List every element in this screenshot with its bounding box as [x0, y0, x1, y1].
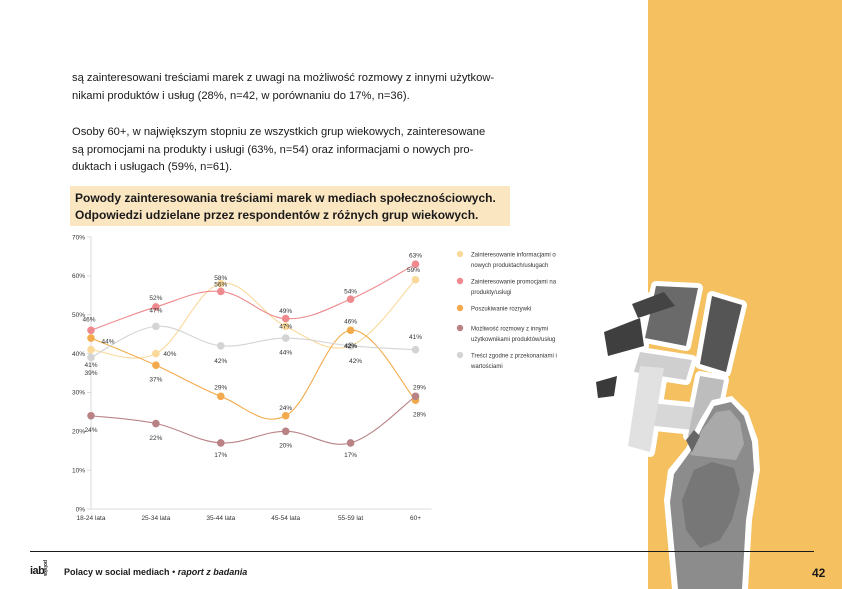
data-label: 46%	[82, 316, 96, 324]
y-tick-label: 70%	[71, 234, 85, 242]
legend-label: Treści zgodne z przekonaniami i	[471, 353, 557, 360]
data-label: 20%	[279, 442, 293, 450]
legend-label: Zainteresowanie promocjami na	[471, 279, 557, 286]
data-label: 44%	[279, 349, 293, 357]
data-label: 49%	[279, 307, 293, 315]
data-label: 40%	[163, 350, 177, 358]
x-tick-label: 18-24 lata	[76, 515, 106, 522]
paragraph-line: duktach i usługach (59%, n=61).	[72, 161, 233, 173]
paragraph-line: są zainteresowani treściami marek z uwagi na możliwość rozmowy z innymi użytkow-	[72, 72, 495, 84]
data-label: 52%	[149, 295, 163, 303]
data-label: 54%	[344, 288, 358, 296]
data-label: 59%	[406, 267, 421, 275]
logo-subtext: polska	[42, 560, 48, 576]
data-label: 24%	[84, 427, 98, 435]
data-label: 42%	[344, 343, 358, 351]
y-tick-label: 20%	[71, 428, 85, 436]
x-tick-label: 25-34 lata	[141, 515, 171, 522]
y-tick-label: 60%	[71, 273, 85, 281]
legend-label: Poszukiwanie rozrywki	[471, 306, 532, 313]
paragraph-line: nikami produktów i usług (28%, n=42, w porównaniu do 17%, n=36).	[72, 89, 410, 102]
logo-text: iab	[30, 565, 45, 577]
footer-subtitle: raport z badania	[177, 567, 248, 577]
data-label: 22%	[149, 434, 163, 442]
y-tick-label: 50%	[71, 312, 85, 320]
footer-divider	[30, 551, 814, 552]
y-tick-label: 30%	[71, 389, 85, 397]
data-label: 17%	[214, 452, 228, 460]
data-label: 42%	[214, 358, 228, 366]
x-tick-label: 60+	[409, 515, 422, 522]
data-label: 29%	[412, 384, 427, 392]
data-label: 47%	[279, 323, 293, 331]
data-label: 41%	[84, 361, 98, 369]
paragraph-line: Osoby 60+, w największym stopniu ze wszystkich grup wiekowych, zainteresowane	[72, 126, 486, 138]
legend-label: wartościami	[471, 363, 503, 370]
chart-title-line-2: Odpowiedzi udzielane przez respondentów z różnych grup wiekowych.	[75, 208, 479, 222]
legend-label: Zainteresowanie informacjami o	[471, 252, 556, 259]
legend-label: produkty/usługi	[471, 289, 512, 296]
footer-title: Polacy w social mediach	[64, 567, 170, 577]
data-label: 37%	[149, 376, 163, 384]
footer-report-title	[64, 567, 247, 577]
data-label: 63%	[408, 252, 423, 260]
data-label: 42%	[349, 358, 363, 366]
chart-title-line-1: Powody zainteresowania treściami marek w mediach społecznościowych.	[75, 191, 496, 205]
data-label: 17%	[344, 452, 358, 460]
footer-bullet: •	[172, 567, 176, 577]
data-label: 44%	[101, 338, 115, 346]
x-tick-label: 55-59 lat	[337, 515, 364, 522]
data-label: 29%	[214, 384, 228, 392]
data-label: 47%	[149, 307, 163, 315]
legend-label: Możliwość rozmowy z innymi	[471, 326, 549, 333]
legend-label: nowych produktach/usługach	[471, 262, 549, 269]
x-tick-label: 45-54 lata	[271, 515, 301, 522]
data-label: 28%	[412, 411, 427, 419]
paragraph-line: są promocjami na produkty i usługi (63%, n=54) oraz informacjami o nowych pro-	[72, 143, 474, 156]
iab-logo	[30, 557, 56, 579]
data-label: 39%	[84, 369, 98, 377]
y-tick-label: 40%	[71, 350, 85, 358]
y-tick-label: 10%	[71, 467, 85, 475]
x-tick-label: 35-44 lata	[206, 515, 236, 522]
page-number: 42	[812, 566, 826, 580]
data-label: 24%	[279, 405, 293, 413]
data-label: 56%	[214, 281, 228, 289]
legend-label: użytkownikami produktów/usług	[471, 336, 556, 343]
y-tick-label: 0%	[75, 506, 85, 514]
data-label: 58%	[214, 274, 228, 282]
data-label: 46%	[344, 318, 358, 326]
data-label: 41%	[408, 333, 423, 341]
